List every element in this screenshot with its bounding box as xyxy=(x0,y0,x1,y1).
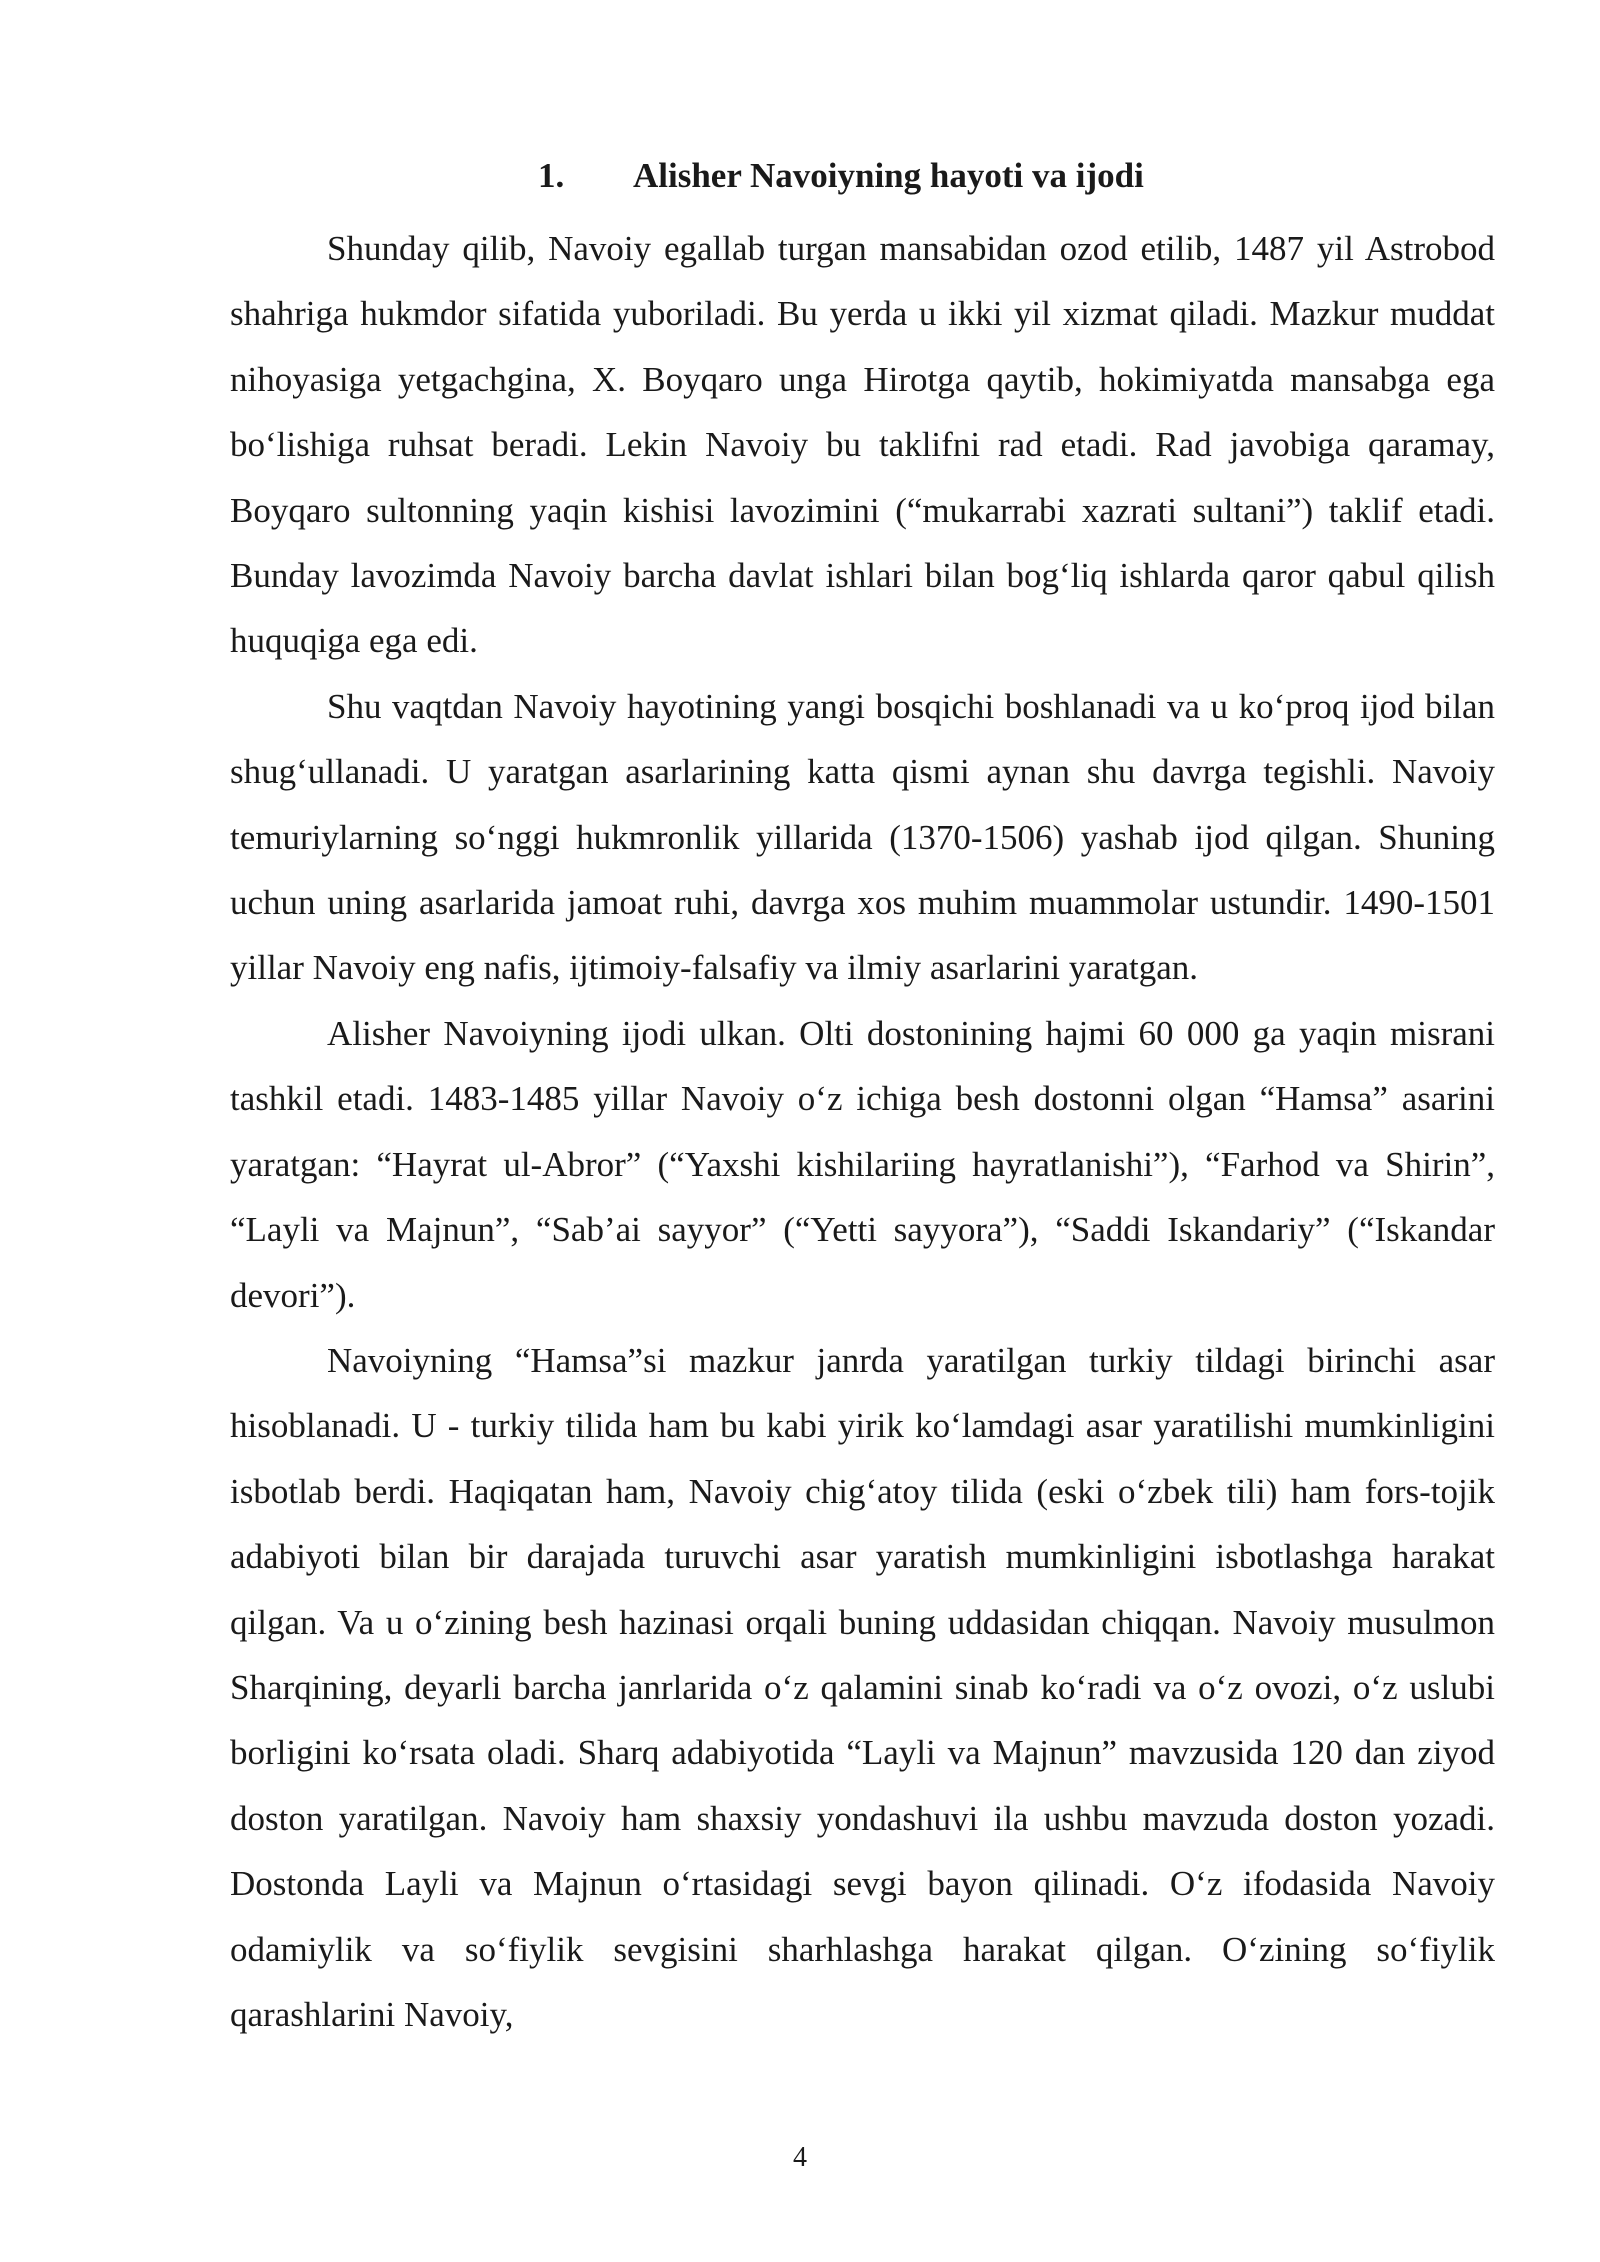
section-title: Alisher Navoiyning hayoti va ijodi xyxy=(633,156,1144,195)
paragraph-3: Alisher Navoiyning ijodi ulkan. Olti dostonining hajmi 60 000 ga yaqin misrani tashkil etadi. 1483-1485 yillar Navoiy o‘z ichiga besh dostonni olgan “Hamsa” asarini yaratgan: “Hayrat ul-Abror” (“Yaxshi kishilariing hayratlanishi”), “Farhod va Shirin”, “Layli va Majnun”, “Sab’ai sayyor” (“Yetti sayyora”), “Saddi Iskandariy” (“Iskandar devori”). xyxy=(230,1013,1495,1315)
page-number: 4 xyxy=(793,2142,807,2173)
paragraph-1: Shunday qilib, Navoiy egallab turgan mansabidan ozod etilib, 1487 yil Astrobod shahriga hukmdor sifatida yuboriladi. Bu yerda u ikki yil xizmat qiladi. Mazkur muddat nihoyasiga yetgachgina, X. Boyqaro unga Hirotga qaytib, hokimiyatda mansabga ega bo‘lishiga ruhsat beradi. Lekin Navoiy bu taklifni rad etadi. Rad javobiga qaramay, Boyqaro sultonning yaqin kishisi lavozimini (“mukarrabi xazrati sultani”) taklif etadi. Bunday lavozimda Navoiy barcha davlat ishlari bilan bog‘liq ishlarda qaror qabul qilish huquqiga ega edi. xyxy=(230,229,1495,661)
document-page xyxy=(230,150,1495,2047)
paragraph-4: Navoiyning “Hamsa”si mazkur janrda yaratilgan turkiy tildagi birinchi asar hisoblanadi. U - turkiy tilida ham bu kabi yirik ko‘lamdagi asar yaratilishi mumkinligini isbotlab berdi. Haqiqatan ham, Navoiy chig‘atoy tilida (eski o‘zbek tili) ham fors-tojik adabiyoti bilan bir darajada turuvchi asar yaratish mumkinligini isbotlashga harakat qilgan. Va u o‘zining besh hazinasi orqali buning uddasidan chiqqan. Navoiy musulmon Sharqining, deyarli barcha janrlarida o‘z qalamini sinab ko‘radi va o‘z ovozi, o‘z uslubi borligini ko‘rsata oladi. Sharq adabiyotida “Layli va Majnun” mavzusida 120 dan ziyod doston yaratilgan. Navoiy ham shaxsiy yondashuvi ila ushbu mavzuda doston yozadi. Dostonda Layli va Majnun o‘rtasidagi sevgi bayon qilinadi. O‘z ifodasida Navoiy odamiylik va so‘fiylik sevgisini sharhlashga harakat qilgan. O‘zining so‘fiylik qarashlarini Navoiy, xyxy=(230,1340,1495,2034)
section-number: 1. xyxy=(538,156,565,195)
paragraph-2: Shu vaqtdan Navoiy hayotining yangi bosqichi boshlanadi va u ko‘proq ijod bilan shug‘ullanadi. U yaratgan asarlarining katta qismi aynan shu davrga tegishli. Navoiy temuriylarning so‘nggi hukmronlik yillarida (1370-1506) yashab ijod qilgan. Shuning uchun uning asarlarida jamoat ruhi, davrga xos muhim muammolar ustundir. 1490-1501 yillar Navoiy eng nafis, ijtimoiy-falsafiy va ilmiy asarlarini yaratgan. xyxy=(230,686,1495,988)
section-heading xyxy=(230,150,1495,202)
